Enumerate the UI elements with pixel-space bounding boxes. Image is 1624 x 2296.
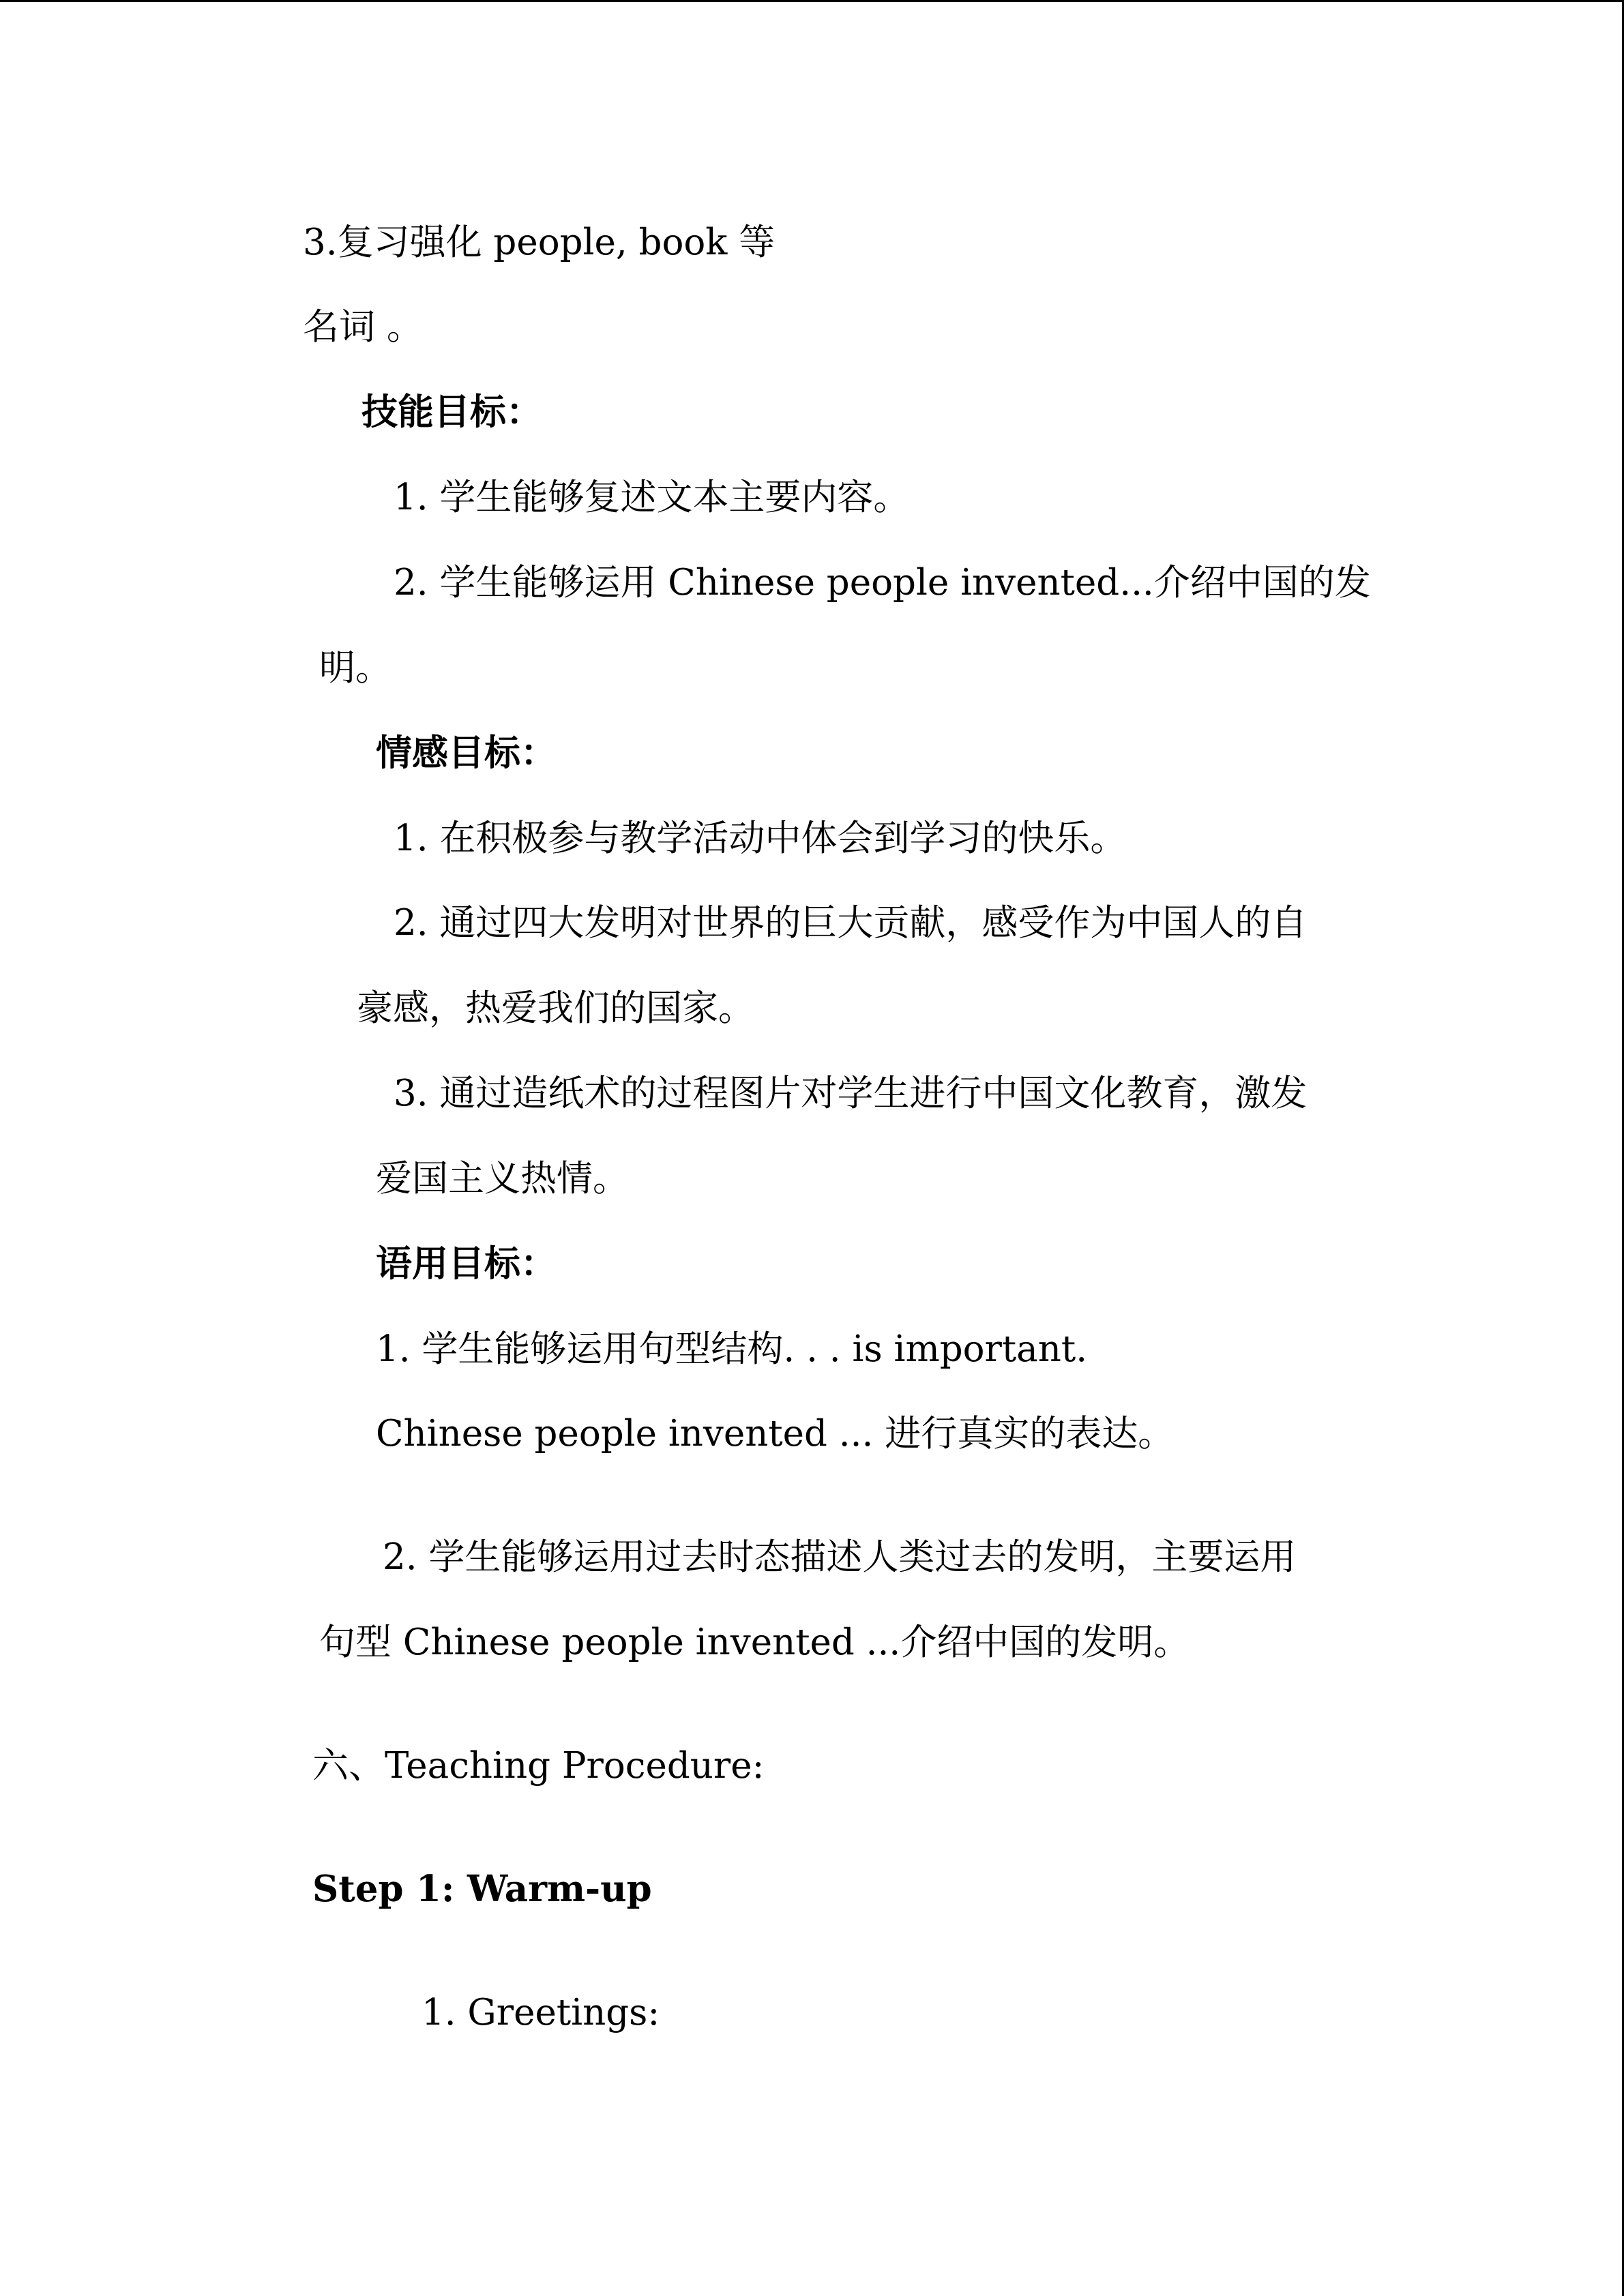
usage-objective-2: 2. 学生能够运用过去时态描述人类过去的发明，主要运用 [383,1536,1297,1578]
usage-objectives-heading: 语用目标： [376,1243,557,1285]
emotion-objective-1: 1. 在积极参与教学活动中体会到学习的快乐。 [394,818,1127,859]
emotion-objective-3-cont: 爱国主义热情。 [376,1158,629,1199]
usage-objective-2-cont: 句型 Chinese people invented ...介绍中国的发明。 [319,1622,1190,1663]
emotion-objective-2: 2. 通过四大发明对世界的巨大贡献，感受作为中国人的自 [394,902,1308,944]
step-1-item-greetings: 1. Greetings: [422,1992,660,2033]
skill-objective-2: 2. 学生能够运用 Chinese people invented...介绍中国的发 [394,562,1371,603]
skill-objectives-heading: 技能目标： [361,391,542,433]
emotion-objectives-heading: 情感目标： [376,732,557,774]
objective-line-3: 3.复习强化 people, book 等 [303,222,776,263]
teaching-procedure-heading: 六、Teaching Procedure: [312,1745,765,1787]
usage-objective-1: 1. 学生能够运用句型结构. . . is important. [376,1328,1088,1370]
skill-objective-1: 1. 学生能够复述文本主要内容。 [394,477,910,518]
emotion-objective-2-cont: 豪感，热爱我们的国家。 [357,987,754,1029]
usage-objective-1-cont: Chinese people invented ... 进行真实的表达。 [376,1413,1175,1455]
objective-line-3-cont: 名词 。 [303,306,423,348]
step-1-heading: Step 1: Warm-up [312,1868,652,1910]
emotion-objective-3: 3. 通过造纸术的过程图片对学生进行中国文化教育，激发 [394,1073,1308,1114]
skill-objective-2-cont: 明。 [319,647,392,689]
